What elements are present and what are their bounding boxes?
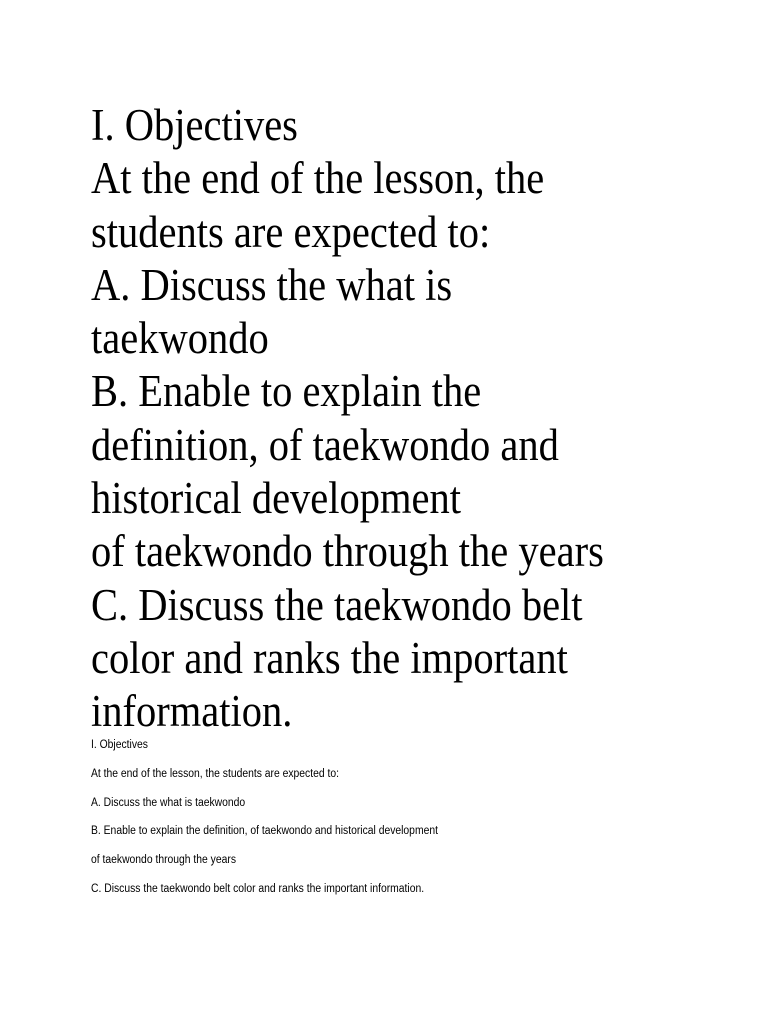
large-line: B. Enable to explain the [91, 366, 482, 417]
large-line: information. [91, 686, 293, 737]
large-line: C. Discuss the taekwondo belt [91, 579, 583, 630]
large-line: definition, of taekwondo and [91, 419, 559, 470]
large-line: students are expected to: [91, 206, 491, 257]
large-heading: I. Objectives [91, 100, 298, 150]
small-heading: I. Objectives [91, 739, 148, 751]
large-line: of taekwondo through the years [91, 526, 604, 577]
large-line: color and ranks the important [91, 632, 568, 683]
large-line: At the end of the lesson, the [91, 153, 545, 204]
small-item-c: C. Discuss the taekwondo belt color and ranks the important information. [91, 882, 425, 895]
objectives-large-text [91, 99, 685, 739]
small-intro: At the end of the lesson, the students are expected to: [91, 767, 339, 780]
small-item-b: B. Enable to explain the definition, of taekwondo and historical development [91, 825, 438, 838]
large-line: historical development [91, 473, 462, 524]
objectives-small-text [91, 738, 631, 896]
small-item-b-continued: of taekwondo through the years [91, 854, 236, 867]
large-line: taekwondo [91, 313, 269, 364]
large-line: A. Discuss the what is [91, 259, 453, 310]
small-item-a: A. Discuss the what is taekwondo [91, 796, 246, 809]
